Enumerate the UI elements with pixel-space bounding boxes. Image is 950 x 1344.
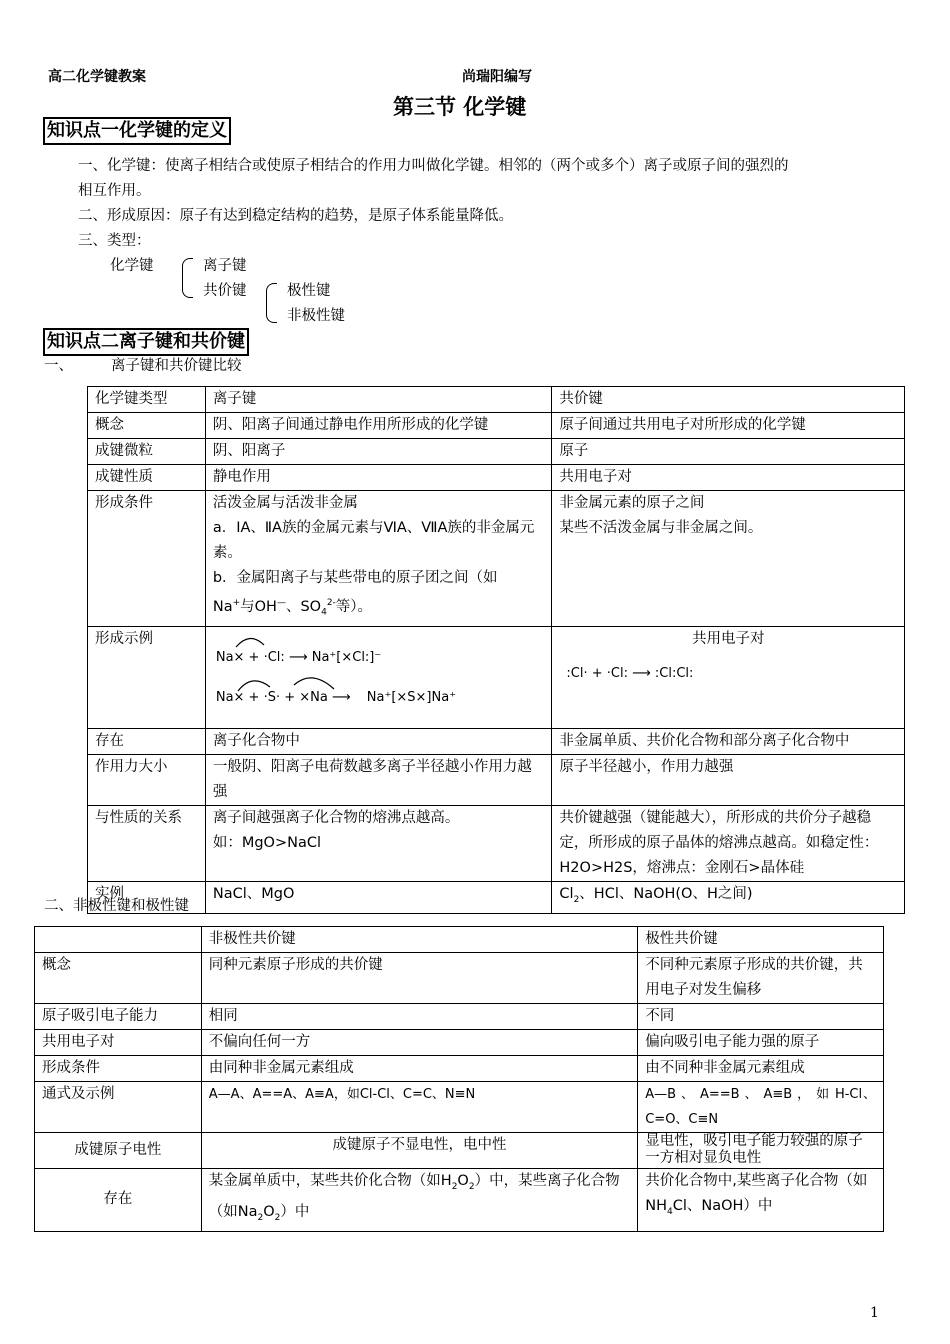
text-part: Cl、NaOH）中 <box>672 1198 773 1214</box>
table-cell <box>552 491 905 627</box>
text-part: 2 <box>274 1212 281 1223</box>
table-cell: 相同 <box>201 1004 637 1030</box>
table-row <box>88 491 905 627</box>
table-cell: 阴、阳离子 <box>205 439 552 465</box>
formula-part: 2- <box>326 598 336 608</box>
polar-nonpolar-table <box>34 926 884 1232</box>
formula-part: 、SO <box>285 598 322 615</box>
table1-header: 离子键 <box>205 387 552 413</box>
formula-part: Cl <box>559 885 574 902</box>
condition-example <box>213 591 545 626</box>
shared-pair-caption: 共用电子对 <box>691 630 765 647</box>
row-label: 形成条件 <box>88 491 206 627</box>
table-row <box>88 465 905 491</box>
text-part: 2 <box>257 1212 264 1223</box>
table-row <box>88 805 905 881</box>
table-row <box>35 1133 884 1169</box>
table-cell: A—A、A==A、A≡A，如Cl-Cl、C=C、N≡N <box>201 1082 637 1133</box>
table1-header: 化学键类型 <box>88 387 206 413</box>
row-label: 成键性质 <box>88 465 206 491</box>
table-row <box>88 728 905 754</box>
table-row <box>88 881 905 913</box>
table-cell <box>201 1169 637 1232</box>
table-cell <box>552 881 905 913</box>
text-part: 4 <box>666 1206 673 1217</box>
tree-nonpolar: 非极性键 <box>287 308 345 324</box>
row-label: 通式及示例 <box>35 1082 202 1133</box>
equation-right: :Cl:Cl: <box>654 665 694 681</box>
equation-right: Na⁺[×S×]Na⁺ <box>366 689 457 705</box>
table-cell: 原子间通过共用电子对所形成的化学键 <box>552 413 905 439</box>
table-cell: 共价键越强（键能越大），所形成的共价分子越稳定，所形成的原子晶体的熔沸点越高。如稳定性：H2O>H2S，熔沸点：金刚石>晶体硅 <box>552 805 905 881</box>
text-part: 2 <box>468 1181 475 1192</box>
text-part: 某金属单质中，某些共价化合物（如H <box>208 1173 452 1189</box>
table-row <box>88 754 905 805</box>
formula-part: — <box>276 598 286 608</box>
table-row <box>35 927 884 953</box>
table-cell: 离子化合物中 <box>205 728 552 754</box>
table-cell: 不同 <box>638 1004 884 1030</box>
cause-line: 二、形成原因：原子有达到稳定结构的趋势，是原子体系能量降低。 <box>78 208 513 224</box>
header-author: 尚瑞阳编写 <box>462 69 532 85</box>
row-label: 概念 <box>35 953 202 1004</box>
equation-left: Na× + ·S· + ×Na <box>215 689 328 705</box>
definition-line2: 相互作用。 <box>78 183 151 199</box>
table-cell: 由不同种非金属元素组成 <box>638 1056 884 1082</box>
table-row <box>35 1082 884 1133</box>
condition-line: 某些不活泼金属与非金属之间。 <box>559 520 763 536</box>
table-cell: 成键原子不显电性，电中性 <box>201 1133 637 1169</box>
table-row <box>35 1056 884 1082</box>
table-row <box>35 1030 884 1056</box>
table-cell: 显电性，吸引电子能力较强的原子一方相对显负电性 <box>638 1133 884 1169</box>
table-cell: 共用电子对 <box>552 465 905 491</box>
reaction-arrow: ⟶ <box>331 689 351 705</box>
sub1-title: 离子键和共价键比较 <box>111 358 242 374</box>
ionic-covalent-table <box>87 386 905 914</box>
row-label: 实例 <box>88 881 206 913</box>
condition-line: 非金属元素的原子之间 <box>559 495 705 511</box>
row-label: 与性质的关系 <box>88 805 206 881</box>
header-left: 高二化学键教案 <box>48 69 146 85</box>
ionic-equation-nacl <box>216 645 381 670</box>
table-cell: 原子半径越小，作用力越强 <box>552 754 905 805</box>
condition-line: a．ⅠA、ⅡA族的金属元素与ⅥA、ⅦA族的非金属元素。 <box>212 520 535 561</box>
text-part: ）中 <box>280 1203 310 1220</box>
row-label: 存在 <box>35 1169 202 1232</box>
table-cell: A—B 、 A==B 、 A≡B ， 如 H-Cl、C=O、C≡N <box>638 1082 884 1133</box>
table-row <box>88 626 905 728</box>
table-cell: NaCl、MgO <box>205 881 552 913</box>
row-label: 作用力大小 <box>88 754 206 805</box>
row-label: 形成条件 <box>35 1056 202 1082</box>
page-title: 第三节 化学键 <box>393 95 527 119</box>
row-label: 形成示例 <box>88 626 206 728</box>
sub2-title: 二、非极性键和极性键 <box>44 898 189 914</box>
covalent-formation-diagram <box>552 626 905 728</box>
ionic-equation-na2s <box>216 685 456 710</box>
covalent-equation-cl2 <box>566 661 693 686</box>
condition-line: 活泼金属与活泼非金属 <box>212 495 358 511</box>
table-row <box>35 1169 884 1232</box>
tree-brace-2 <box>266 283 277 323</box>
text-part: 共价化合物中,某些离子化合物（如NH <box>645 1173 868 1214</box>
tree-root: 化学键 <box>110 258 154 274</box>
formula-part: 4 <box>321 607 327 618</box>
formula-part: Na <box>212 598 233 615</box>
formula-part: 、HCl、NaOH(O、H之间) <box>579 885 753 902</box>
tree-ionic: 离子键 <box>203 258 247 274</box>
row-label: 原子吸引电子能力 <box>35 1004 202 1030</box>
tree-covalent: 共价键 <box>203 283 247 299</box>
text-part: ）中，某些离子化合物（如Na <box>208 1173 620 1220</box>
table-cell: 同种元素原子形成的共价键 <box>201 953 637 1004</box>
types-line: 三、类型： <box>78 233 151 249</box>
tree-polar: 极性键 <box>287 283 331 299</box>
equation-left: Na× + ·Cl: <box>215 649 285 665</box>
formula-part: + <box>232 598 241 608</box>
property-line: 离子间越强离子化合物的熔沸点越高。 <box>212 809 460 826</box>
table-cell <box>205 491 552 627</box>
row-label: 成键原子电性 <box>35 1133 202 1169</box>
section2-heading: 知识点二离子键和共价键 <box>43 328 249 356</box>
property-line: 如：MgO>NaCl <box>212 834 322 851</box>
table-cell: 不同种元素原子形成的共价键，共用电子对发生偏移 <box>638 953 884 1004</box>
table-cell: 静电作用 <box>205 465 552 491</box>
definition-line1: 一、化学键：使离子相结合或使原子相结合的作用力叫做化学键。相邻的（两个或多个）离子或原子间的强烈的 <box>78 158 789 174</box>
table-cell: 由同种非金属元素组成 <box>201 1056 637 1082</box>
equation-right: Na⁺[×Cl:]⁻ <box>311 649 382 665</box>
table-cell: 阴、阳离子间通过静电作用所形成的化学键 <box>205 413 552 439</box>
row-label: 概念 <box>88 413 206 439</box>
row-label: 共用电子对 <box>35 1030 202 1056</box>
equation-left: :Cl· + ·Cl: <box>566 665 628 681</box>
condition-line: b．金属阳离子与某些带电的原子团之间（如 <box>212 570 498 586</box>
tree-brace-1 <box>182 258 193 298</box>
table-row <box>88 439 905 465</box>
section1-heading: 知识点一化学键的定义 <box>43 117 231 145</box>
table-row <box>88 387 905 413</box>
page-number: 1 <box>870 1305 879 1321</box>
text-part: O <box>263 1203 275 1220</box>
formula-part: 2 <box>573 894 580 905</box>
table-cell <box>638 1169 884 1232</box>
formula-part: 等）。 <box>335 598 373 615</box>
table2-header: 非极性共价键 <box>201 927 637 953</box>
text-part: 2 <box>451 1181 458 1192</box>
sub1-number: 一、 <box>44 358 73 374</box>
table-row <box>88 413 905 439</box>
reaction-arrow: ⟶ <box>632 665 651 681</box>
ionic-formation-diagram <box>205 626 552 728</box>
table-cell: 一般阴、阳离子电荷数越多离子半径越小作用力越强 <box>205 754 552 805</box>
table-row <box>35 953 884 1004</box>
row-label: 成键微粒 <box>88 439 206 465</box>
table-cell: 偏向吸引电子能力强的原子 <box>638 1030 884 1056</box>
table1-header: 共价键 <box>552 387 905 413</box>
reaction-arrow: ⟶ <box>288 649 308 665</box>
table-cell: 原子 <box>552 439 905 465</box>
text-part: O <box>457 1173 469 1189</box>
table2-header: 极性共价键 <box>638 927 884 953</box>
table2-header <box>35 927 202 953</box>
table-row <box>35 1004 884 1030</box>
table-cell: 非金属单质、共价化合物和部分离子化合物中 <box>552 728 905 754</box>
row-label: 存在 <box>88 728 206 754</box>
table-cell <box>205 805 552 881</box>
table-cell: 不偏向任何一方 <box>201 1030 637 1056</box>
formula-part: 与OH <box>240 598 277 615</box>
